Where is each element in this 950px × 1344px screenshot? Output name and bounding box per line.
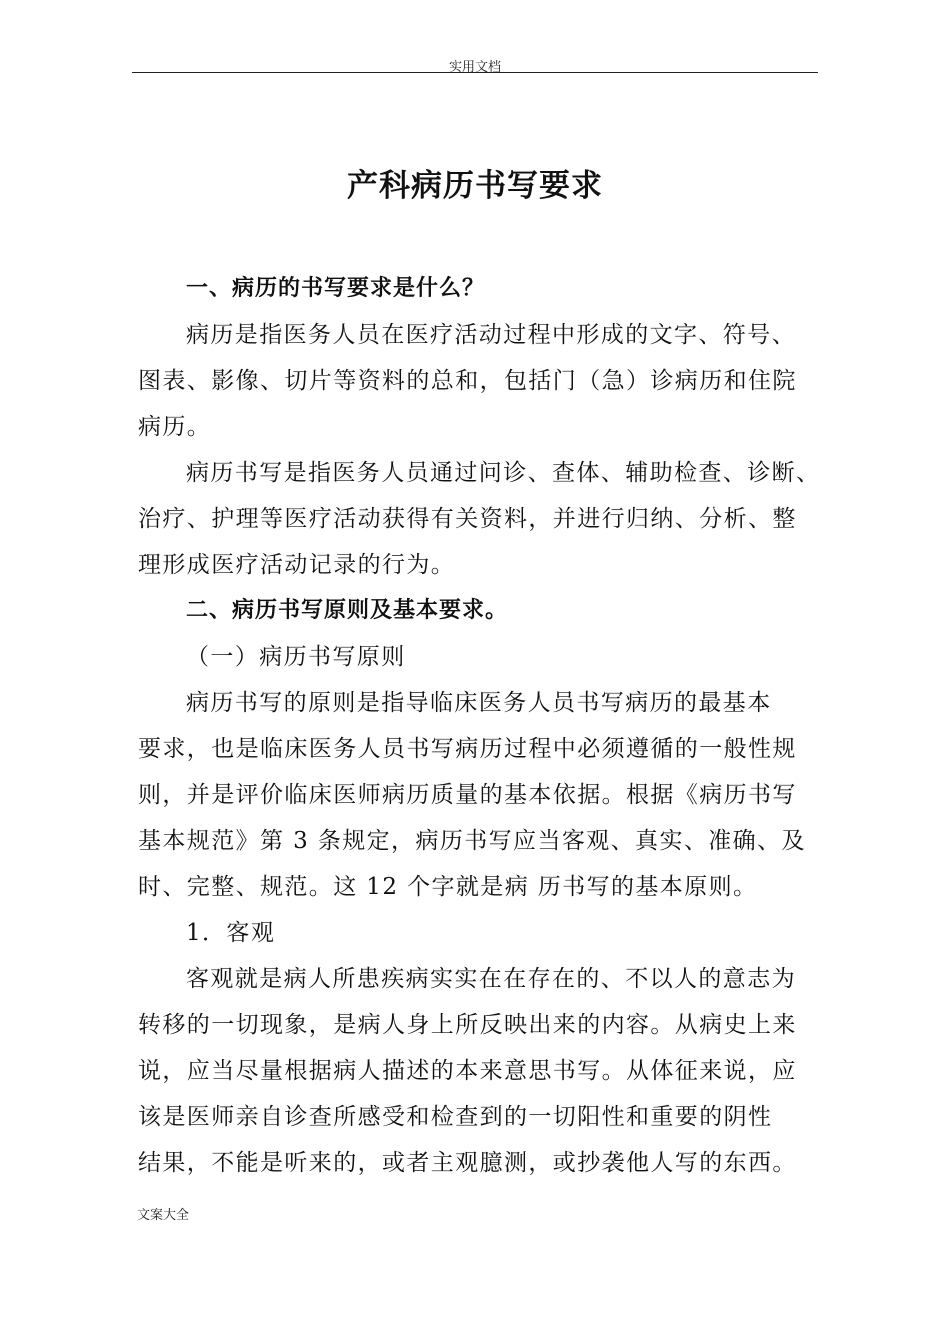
page-header: 实用文档: [448, 60, 501, 75]
paragraph-line: 基本规范》第 3 条规定，病历书写应当客观、真实、准确、及: [138, 828, 806, 854]
item-heading: 1．客观: [186, 920, 276, 946]
paragraph-line: 客观就是病人所患疾病实实在在存在的、不以人的意志为: [186, 966, 796, 992]
paragraph-line: 结果，不能是听来的，或者主观臆测，或抄袭他人写的东西。: [138, 1150, 797, 1176]
document-title: 产科病历书写要求: [347, 168, 603, 204]
paragraph-line: 病历。: [138, 414, 212, 440]
paragraph-line: 该是医师亲自诊查所感受和检查到的一切阳性和重要的阴性: [138, 1104, 773, 1130]
page-footer: 文案大全: [137, 1208, 190, 1223]
section-heading-2: 二、病历书写原则及基本要求。: [186, 598, 509, 623]
paragraph-line: 说，应当尽量根据病人描述的本来意思书写。从体征来说，应: [138, 1058, 797, 1084]
paragraph-line: 治疗、护理等医疗活动获得有关资料，并进行归纳、分析、整: [138, 506, 797, 532]
paragraph-line: 病历书写的原则是指导临床医务人员书写病历的最基本: [186, 690, 772, 716]
subsection-heading: （一）病历书写原则: [186, 644, 406, 670]
paragraph-line: 病历是指医务人员在医疗活动过程中形成的文字、符号、: [186, 322, 796, 348]
header-rule: [132, 72, 818, 73]
paragraph-line: 病历书写是指医务人员通过问诊、查体、辅助检查、诊断、: [186, 460, 821, 486]
paragraph-line: 图表、影像、切片等资料的总和，包括门（急）诊病历和住院: [138, 368, 797, 394]
document-body: [138, 266, 824, 1186]
paragraph-line: 则，并是评价临床医师病历质量的基本依据。根据《病历书写: [138, 782, 797, 808]
paragraph-line: 转移的一切现象，是病人身上所反映出来的内容。从病史上来: [138, 1012, 797, 1038]
paragraph-line: 时、完整、规范。这 12 个字就是病 历书写的基本原则。: [138, 874, 758, 900]
paragraph-line: 要求，也是临床医务人员书写病历过程中必须遵循的一般性规: [138, 736, 797, 762]
section-heading-1: 一、病历的书写要求是什么？: [186, 276, 486, 301]
paragraph-line: 理形成医疗活动记录的行为。: [138, 552, 456, 578]
